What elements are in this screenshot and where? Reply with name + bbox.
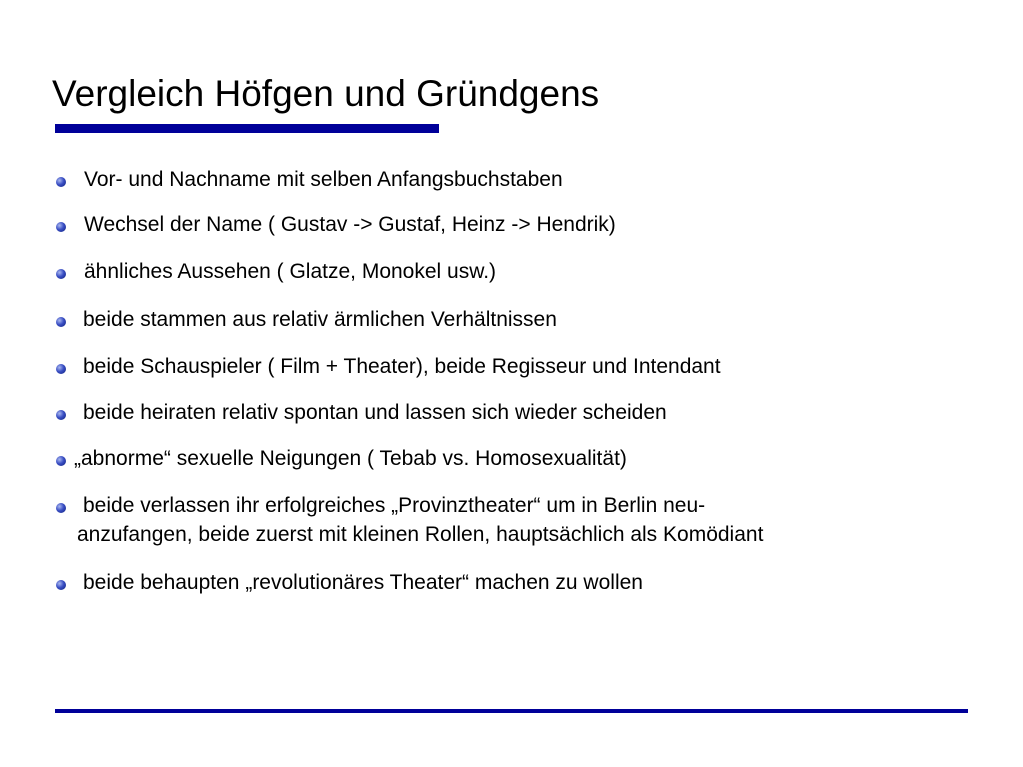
bullet-text: beide behaupten „revolutionäres Theater“ machen zu wollen xyxy=(83,571,643,594)
bullet-sphere-icon xyxy=(56,317,66,327)
bullet-sphere-icon xyxy=(56,456,66,466)
bullet-sphere-icon xyxy=(56,177,66,187)
bullet-text-line: anzufangen, beide zuerst mit kleinen Rollen, hauptsächlich als Komödiant xyxy=(77,523,764,546)
footer-rule xyxy=(55,709,968,713)
bullet-sphere-icon xyxy=(56,503,66,513)
bullet-text: Vor- und Nachname mit selben Anfangsbuchstaben xyxy=(84,168,563,191)
bullet-text: „abnorme“ sexuelle Neigungen ( Tebab vs. Homosexualität) xyxy=(74,447,627,470)
bullet-sphere-icon xyxy=(56,269,66,279)
bullet-sphere-icon xyxy=(56,222,66,232)
slide-title: Vergleich Höfgen und Gründgens xyxy=(52,73,600,114)
bullet-sphere-icon xyxy=(56,410,66,420)
bullet-text: ähnliches Aussehen ( Glatze, Monokel usw.) xyxy=(84,260,497,283)
title-underline xyxy=(55,124,439,133)
bullet-text: beide Schauspieler ( Film + Theater), beide Regisseur und Intendant xyxy=(83,355,721,378)
bullet-sphere-icon xyxy=(56,580,66,590)
bullet-text xyxy=(77,491,943,549)
bullet-text: beide heiraten relativ spontan und lassen sich wieder scheiden xyxy=(83,401,667,424)
bullet-sphere-icon xyxy=(56,364,66,374)
bullet-text-line: beide verlassen ihr erfolgreiches „Provinztheater“ um in Berlin neu- xyxy=(83,494,706,517)
bullet-text: Wechsel der Name ( Gustav -> Gustaf, Heinz -> Hendrik) xyxy=(84,213,616,236)
bullet-text: beide stammen aus relativ ärmlichen Verhältnissen xyxy=(83,308,557,331)
